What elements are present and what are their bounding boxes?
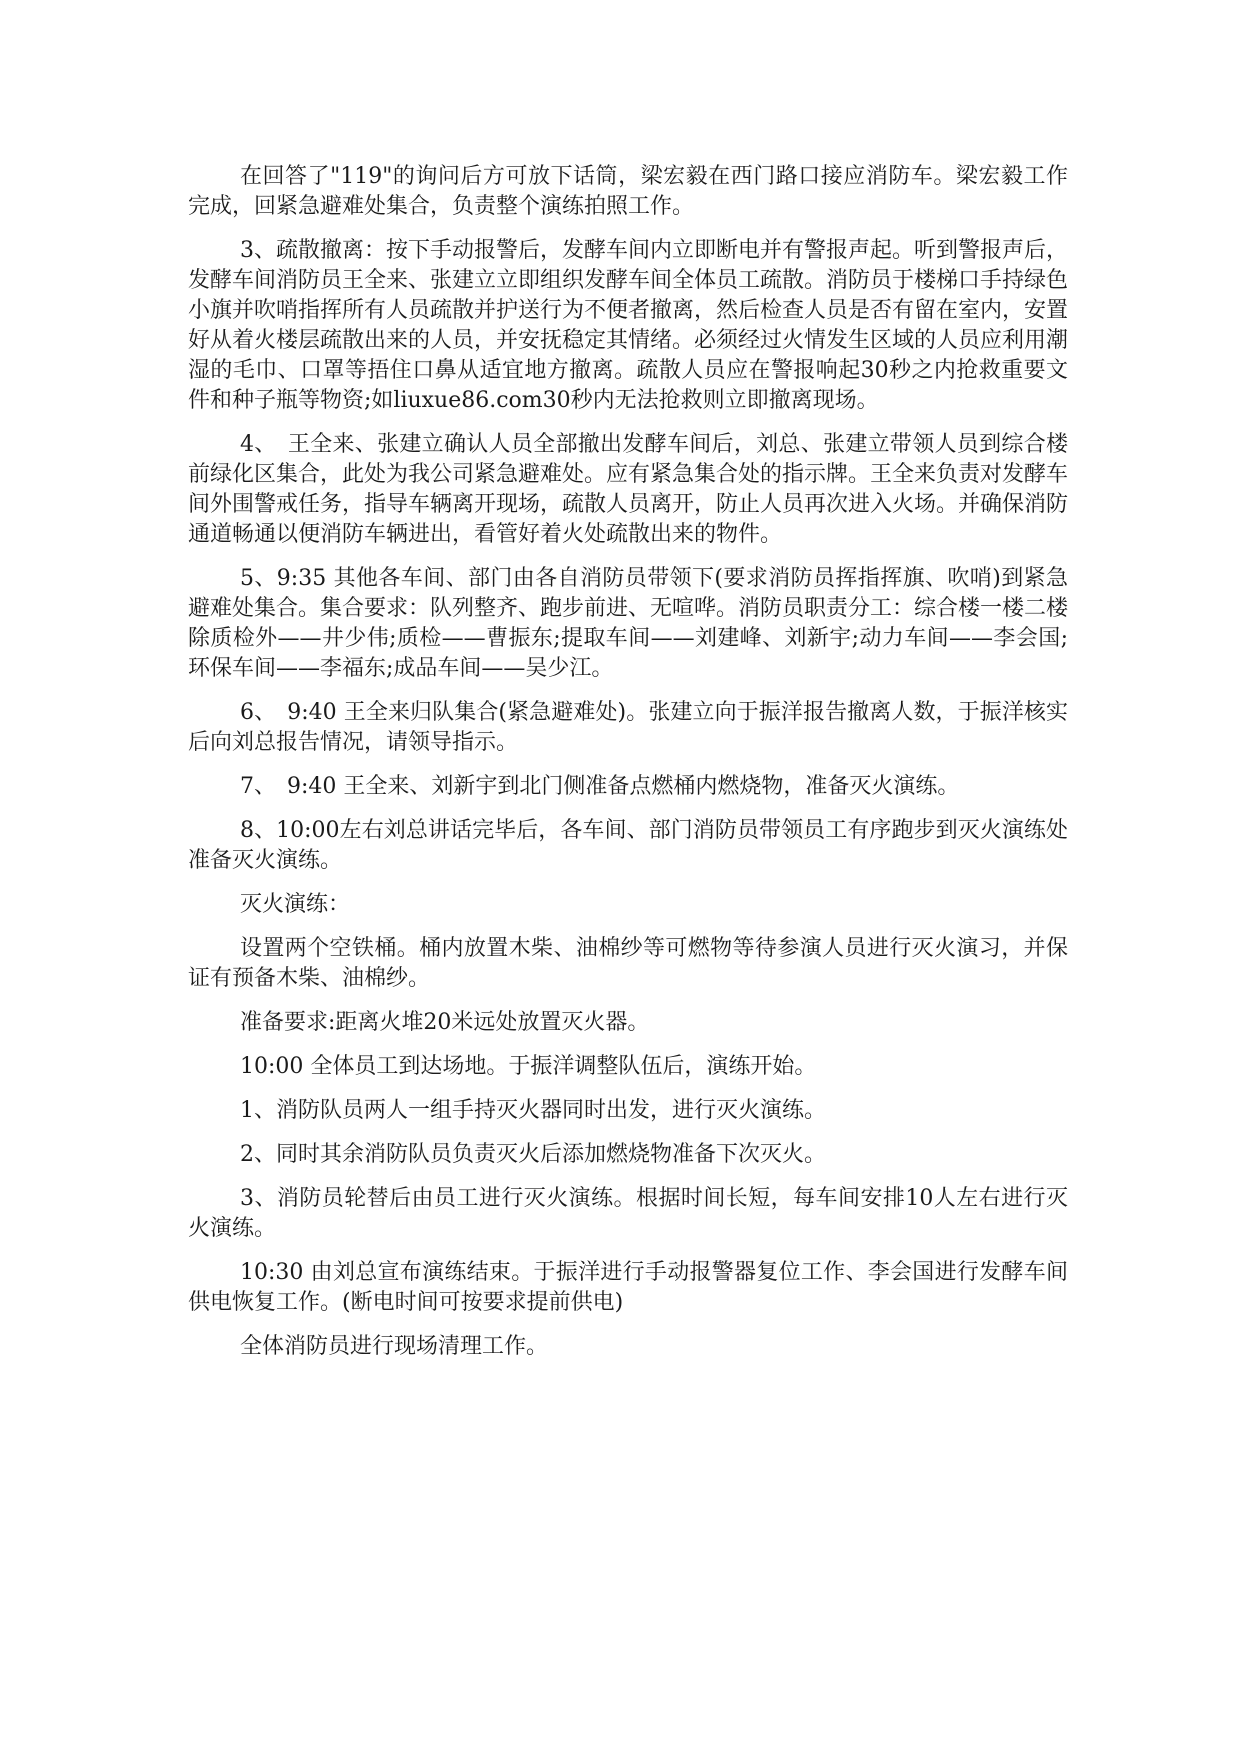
paragraph-7: 8、10:00左右刘总讲话完毕后，各车间、部门消防员带领员工有序跑步到灭火演练处准备灭火演练。 <box>188 818 1068 873</box>
document-body <box>188 162 1068 1376</box>
paragraph-3: 4、 王全来、张建立确认人员全部撤出发酵车间后，刘总、张建立带领人员到综合楼前绿化区集合，此处为我公司紧急避难处。应有紧急集合处的指示牌。王全来负责对发酵车间外围警戒任务，指导车辆离开现场，疏散人员离开，防止人员再次进入火场。并确保消防通道畅通以便消防车辆进出，看管好着火处疏散出来的物件。 <box>188 432 1069 547</box>
paragraph-14: 3、消防员轮替后由员工进行灭火演练。根据时间长短，每车间安排10人左右进行灭火演练。 <box>188 1186 1068 1241</box>
paragraph-10: 准备要求:距离火堆20米远处放置灭火器。 <box>240 1010 650 1035</box>
paragraph-15: 10:30 由刘总宣布演练结束。于振洋进行手动报警器复位工作、李会国进行发酵车间供电恢复工作。(断电时间可按要求提前供电) <box>188 1260 1068 1315</box>
paragraph-16: 全体消防员进行现场清理工作。 <box>240 1334 549 1359</box>
paragraph-4: 5、9:35 其他各车间、部门由各自消防员带领下(要求消防员挥指挥旗、吹哨)到紧急避难处集合。集合要求：队列整齐、跑步前进、无喧哗。消防员职责分工：综合楼一楼二楼除质检外——井少伟;质检——曹振东;提取车间——刘建峰、刘新宇;动力车间——李会国;环保车间——李福东;成品车间——吴少江。 <box>188 566 1069 681</box>
paragraph-9: 设置两个空铁桶。桶内放置木柴、油棉纱等可燃物等待参演人员进行灭火演习，并保证有预备木柴、油棉纱。 <box>188 936 1068 991</box>
paragraph-13: 2、同时其余消防队员负责灭火后添加燃烧物准备下次灭火。 <box>240 1142 826 1167</box>
paragraph-8: 灭火演练： <box>240 892 351 917</box>
paragraph-1: 在回答了"119"的询问后方可放下话筒，梁宏毅在西门路口接应消防车。梁宏毅工作完成，回紧急避难处集合，负责整个演练拍照工作。 <box>188 164 1068 219</box>
paragraph-11: 10:00 全体员工到达场地。于振洋调整队伍后，演练开始。 <box>240 1054 817 1079</box>
paragraph-2: 3、疏散撤离：按下手动报警后，发酵车间内立即断电并有警报声起。听到警报声后，发酵车间消防员王全来、张建立立即组织发酵车间全体员工疏散。消防员于楼梯口手持绿色小旗并吹哨指挥所有人员疏散并护送行为不便者撤离，然后检查人员是否有留在室内，安置好从着火楼层疏散出来的人员，并安抚稳定其情绪。必须经过火情发生区域的人员应利用潮湿的毛巾、口罩等捂住口鼻从适宜地方撤离。疏散人员应在警报响起30秒之内抢救重要文件和种子瓶等物资;如liuxue86.com30秒内无法抢救则立即撤离现场。 <box>188 238 1069 413</box>
paragraph-6: 7、 9:40 王全来、刘新宇到北门侧准备点燃桶内燃烧物，准备灭火演练。 <box>240 774 960 799</box>
paragraph-12: 1、消防队员两人一组手持灭火器同时出发，进行灭火演练。 <box>240 1098 826 1123</box>
paragraph-5: 6、 9:40 王全来归队集合(紧急避难处)。张建立向于振洋报告撤离人数，于振洋核实后向刘总报告情况，请领导指示。 <box>188 700 1068 755</box>
